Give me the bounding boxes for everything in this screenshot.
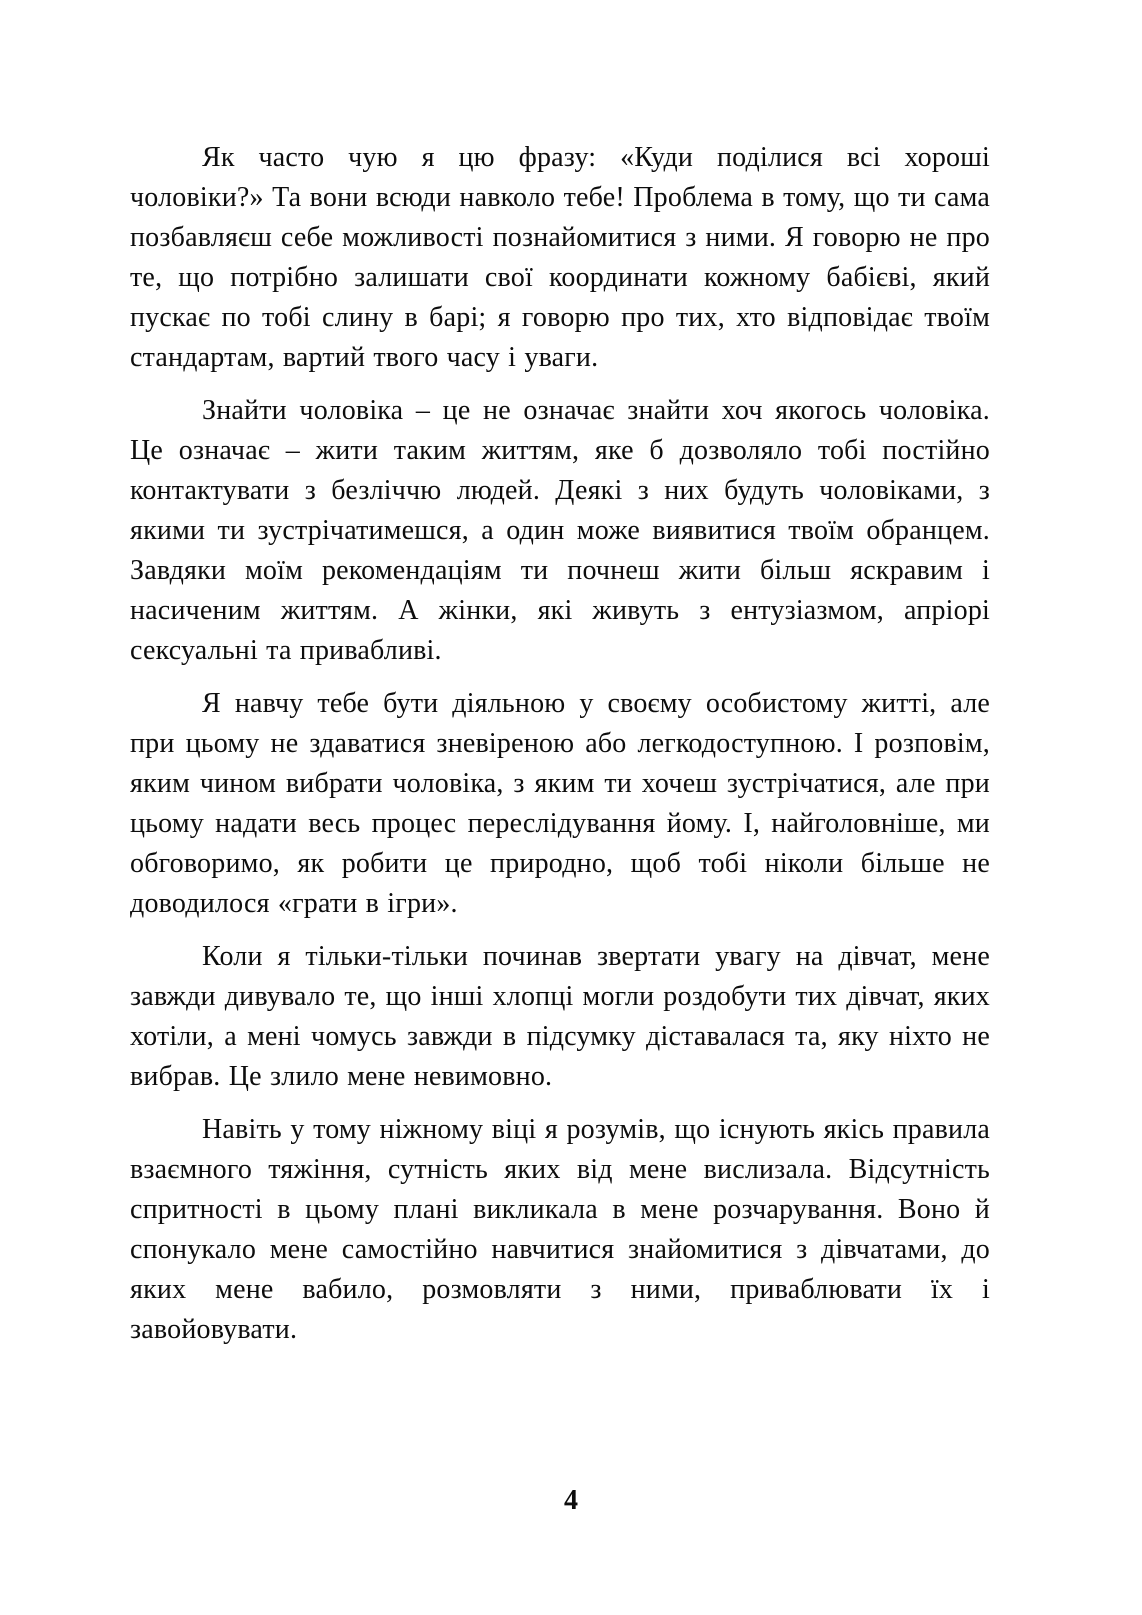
- paragraph: Коли я тільки-тільки починав звертати увагу на дівчат, мене завжди дивувало те, що інші хлопці могли роздобути тих дівчат, яких хотіли, а мені чомусь завжди в підсумку діставалася та, яку ніхто не вибрав. Це злило мене невимовно.: [130, 941, 990, 1092]
- page-number: 4: [564, 1485, 578, 1516]
- paragraph: Я навчу тебе бути діяльною у своєму особистому житті, але при цьому не здаватися зневіреною або легкодоступною. І розповім, яким чином вибрати чоловіка, з яким ти хочеш зустрічатися, але при цьому надати весь процес переслідування йому. І, найголовніше, ми обговоримо, як робити це природно, щоб тобі ніколи більше не доводилося «грати в ігри».: [130, 688, 990, 919]
- paragraph: Як часто чую я цю фразу: «Куди поділися всі хороші чоловіки?» Та вони всюди навколо тебе! Проблема в тому, що ти сама позбавляєш себе можливості познайомитися з ними. Я говорю не про те, що потрібно залишати свої координати кожному бабієві, який пускає по тобі слину в барі; я говорю про тих, хто відповідає твоїм стандартам, вартий твого часу і уваги.: [130, 142, 990, 373]
- paragraph: Знайти чоловіка – це не означає знайти хоч якогось чоловіка. Це означає – жити таким життям, яке б дозволяло тобі постійно контактувати з безліччю людей. Деякі з них будуть чоловіками, з якими ти зустрічатимешся, а один може виявитися твоїм обранцем. Завдяки моїм рекомендаціям ти почнеш жити більш яскравим і насиченим життям. А жінки, які живуть з ентузіазмом, апріорі сексуальні та привабливі.: [130, 395, 990, 666]
- paragraph: Навіть у тому ніжному віці я розумів, що існують якісь правила взаємного тяжіння, сутність яких від мене вислизала. Відсутність спритності в цьому плані викликала в мене розчарування. Воно й спонукало мене самостійно навчитися знайомитися з дівчатами, до яких мене вабило, розмовляти з ними, приваблювати їх і завойовувати.: [130, 1114, 990, 1345]
